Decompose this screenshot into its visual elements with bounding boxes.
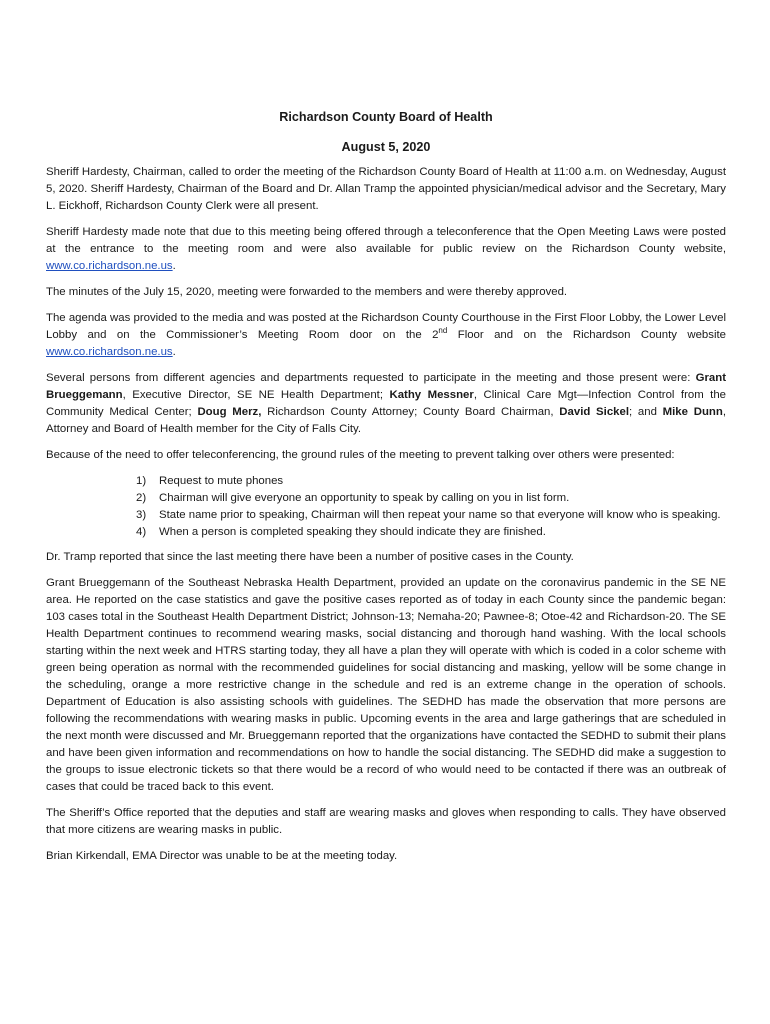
paragraph-tramp-report: Dr. Tramp reported that since the last meeting there have been a number of positive cases in the County. bbox=[46, 551, 574, 563]
list-text: State name prior to speaking, Chairman will then repeat your name so that everyone will know who is speaking. bbox=[159, 509, 721, 521]
participants-intro: Several persons from different agencies and departments requested to participate in the meeting and those present were: bbox=[46, 372, 696, 384]
paragraph-ground-rules: Because of the need to offer teleconferencing, the ground rules of the meeting to prevent talking over others were presented: bbox=[46, 449, 675, 461]
participant-role: Richardson County Attorney; County Board Chairman, bbox=[261, 406, 560, 418]
paragraph-ema-director: Brian Kirkendall, EMA Director was unable to be at the meeting today. bbox=[46, 850, 398, 862]
list-number: 2) bbox=[136, 492, 147, 504]
agenda-text: The agenda was provided to the media and was posted at the Richardson County Courthouse in the First Floor Lobby, the Lower Level Lobby and on the Commissioner’s Meeting Room door on the 2 bbox=[46, 312, 726, 341]
list-text: Request to mute phones bbox=[159, 475, 284, 487]
list-text: When a person is completed speaking they should indicate they are finished. bbox=[159, 526, 546, 538]
meeting-date: August 5, 2020 bbox=[341, 140, 431, 154]
county-website-link-2[interactable]: www.co.richardson.ne.us bbox=[46, 346, 173, 358]
participant-name: Kathy Messner bbox=[389, 389, 474, 401]
participant-name: David Sickel bbox=[559, 406, 629, 418]
participant-name: Grant Brueggemann bbox=[46, 372, 726, 401]
ground-rules-list bbox=[46, 473, 726, 541]
paragraph-call-to-order: Sheriff Hardesty, Chairman, called to order the meeting of the Richardson County Board of Health at 11:00 a.m. on Wednesday, August 5, 2020. Sheriff Hardesty, Chairman of the Board and Dr. Allan Tramp the appointed physician/medical advisor and the Secretary, Mary L. Eickhoff, Richardson County Clerk were all present. bbox=[46, 166, 726, 212]
participant-name: Mike Dunn bbox=[662, 406, 723, 418]
paragraph-participants bbox=[46, 370, 726, 438]
list-number: 3) bbox=[136, 509, 147, 521]
list-item bbox=[136, 524, 726, 541]
participant-role: , Attorney and Board of Health member for the City of Falls City. bbox=[46, 406, 726, 435]
paragraph-health-department-update: Grant Brueggemann of the Southeast Nebraska Health Department, provided an update on the coronavirus pandemic in the SE NE area. He reported on the case statistics and gave the positive cases reported as of today in each County since the pandemic began: 103 cases total in the Southeast Health Department District; Johnson-13; Nemaha-20; Pawnee-8; Otoe-42 and Richardson-20. The SE Health Department continues to recommend wearing masks, social distancing and thorough hand washing. With the local schools starting within the next week and HTRS starting today, they all have a plan they will operate with which is coded in a color scheme with green being operation as normal with the recommended guidelines for social distancing and masking, yellow will be some change in the scheduling, orange a more restrictive change in the schedule and red is an extreme change in the operation of schools. Department of Education is also assisting schools with guidelines. The SEDHD has made the observation that more persons are following the recommendations with wearing masks in public. Upcoming events in the area and large gatherings that are scheduled in the next month were discussed and Mr. Brueggemann reported that the organizations have contacted the SEDHD to submit their plans and have been given information and recommendations on how to handle the social distancing. The SEDHD did make a suggestion to the groups to issue electronic tickets so that there would be a record of who would need to be contacted if there was an outbreak of cases that could be traced back to this event. bbox=[46, 577, 726, 793]
list-item bbox=[136, 490, 726, 507]
participant-role: ; and bbox=[629, 406, 663, 418]
agenda-end: . bbox=[172, 346, 176, 358]
participant-name: Doug Merz, bbox=[197, 406, 262, 418]
county-website-link[interactable]: www.co.richardson.ne.us bbox=[46, 260, 173, 272]
open-meeting-text: Sheriff Hardesty made note that due to this meeting being offered through a teleconference that the Open Meeting Laws were posted at the entrance to the meeting room and were also available for public review on the Richardson County website, bbox=[46, 226, 726, 255]
agenda-superscript: nd bbox=[438, 326, 448, 336]
list-text: Chairman will give everyone an opportunity to speak by calling on you in list form. bbox=[159, 492, 570, 504]
paragraph-sheriff-office: The Sheriff’s Office reported that the deputies and staff are wearing masks and gloves when responding to calls. They have observed that more citizens are wearing masks in public. bbox=[46, 807, 726, 836]
list-number: 4) bbox=[136, 526, 147, 538]
participant-role: , Executive Director, SE NE Health Department; bbox=[122, 389, 390, 401]
paragraph-minutes: The minutes of the July 15, 2020, meeting were forwarded to the members and were thereby approved. bbox=[46, 286, 568, 298]
document-page bbox=[46, 108, 726, 874]
list-item bbox=[136, 473, 726, 490]
open-meeting-end: . bbox=[172, 260, 176, 272]
participant-role: , Clinical Care Mgt—Infection Control from the Community Medical Center; bbox=[46, 389, 726, 418]
agenda-text-2: Floor and on the Richardson County website bbox=[447, 329, 726, 341]
paragraph-open-meeting-laws bbox=[46, 224, 726, 275]
paragraph-agenda bbox=[46, 310, 726, 361]
list-item bbox=[136, 507, 726, 524]
list-number: 1) bbox=[136, 475, 147, 487]
document-title: Richardson County Board of Health bbox=[279, 110, 493, 124]
